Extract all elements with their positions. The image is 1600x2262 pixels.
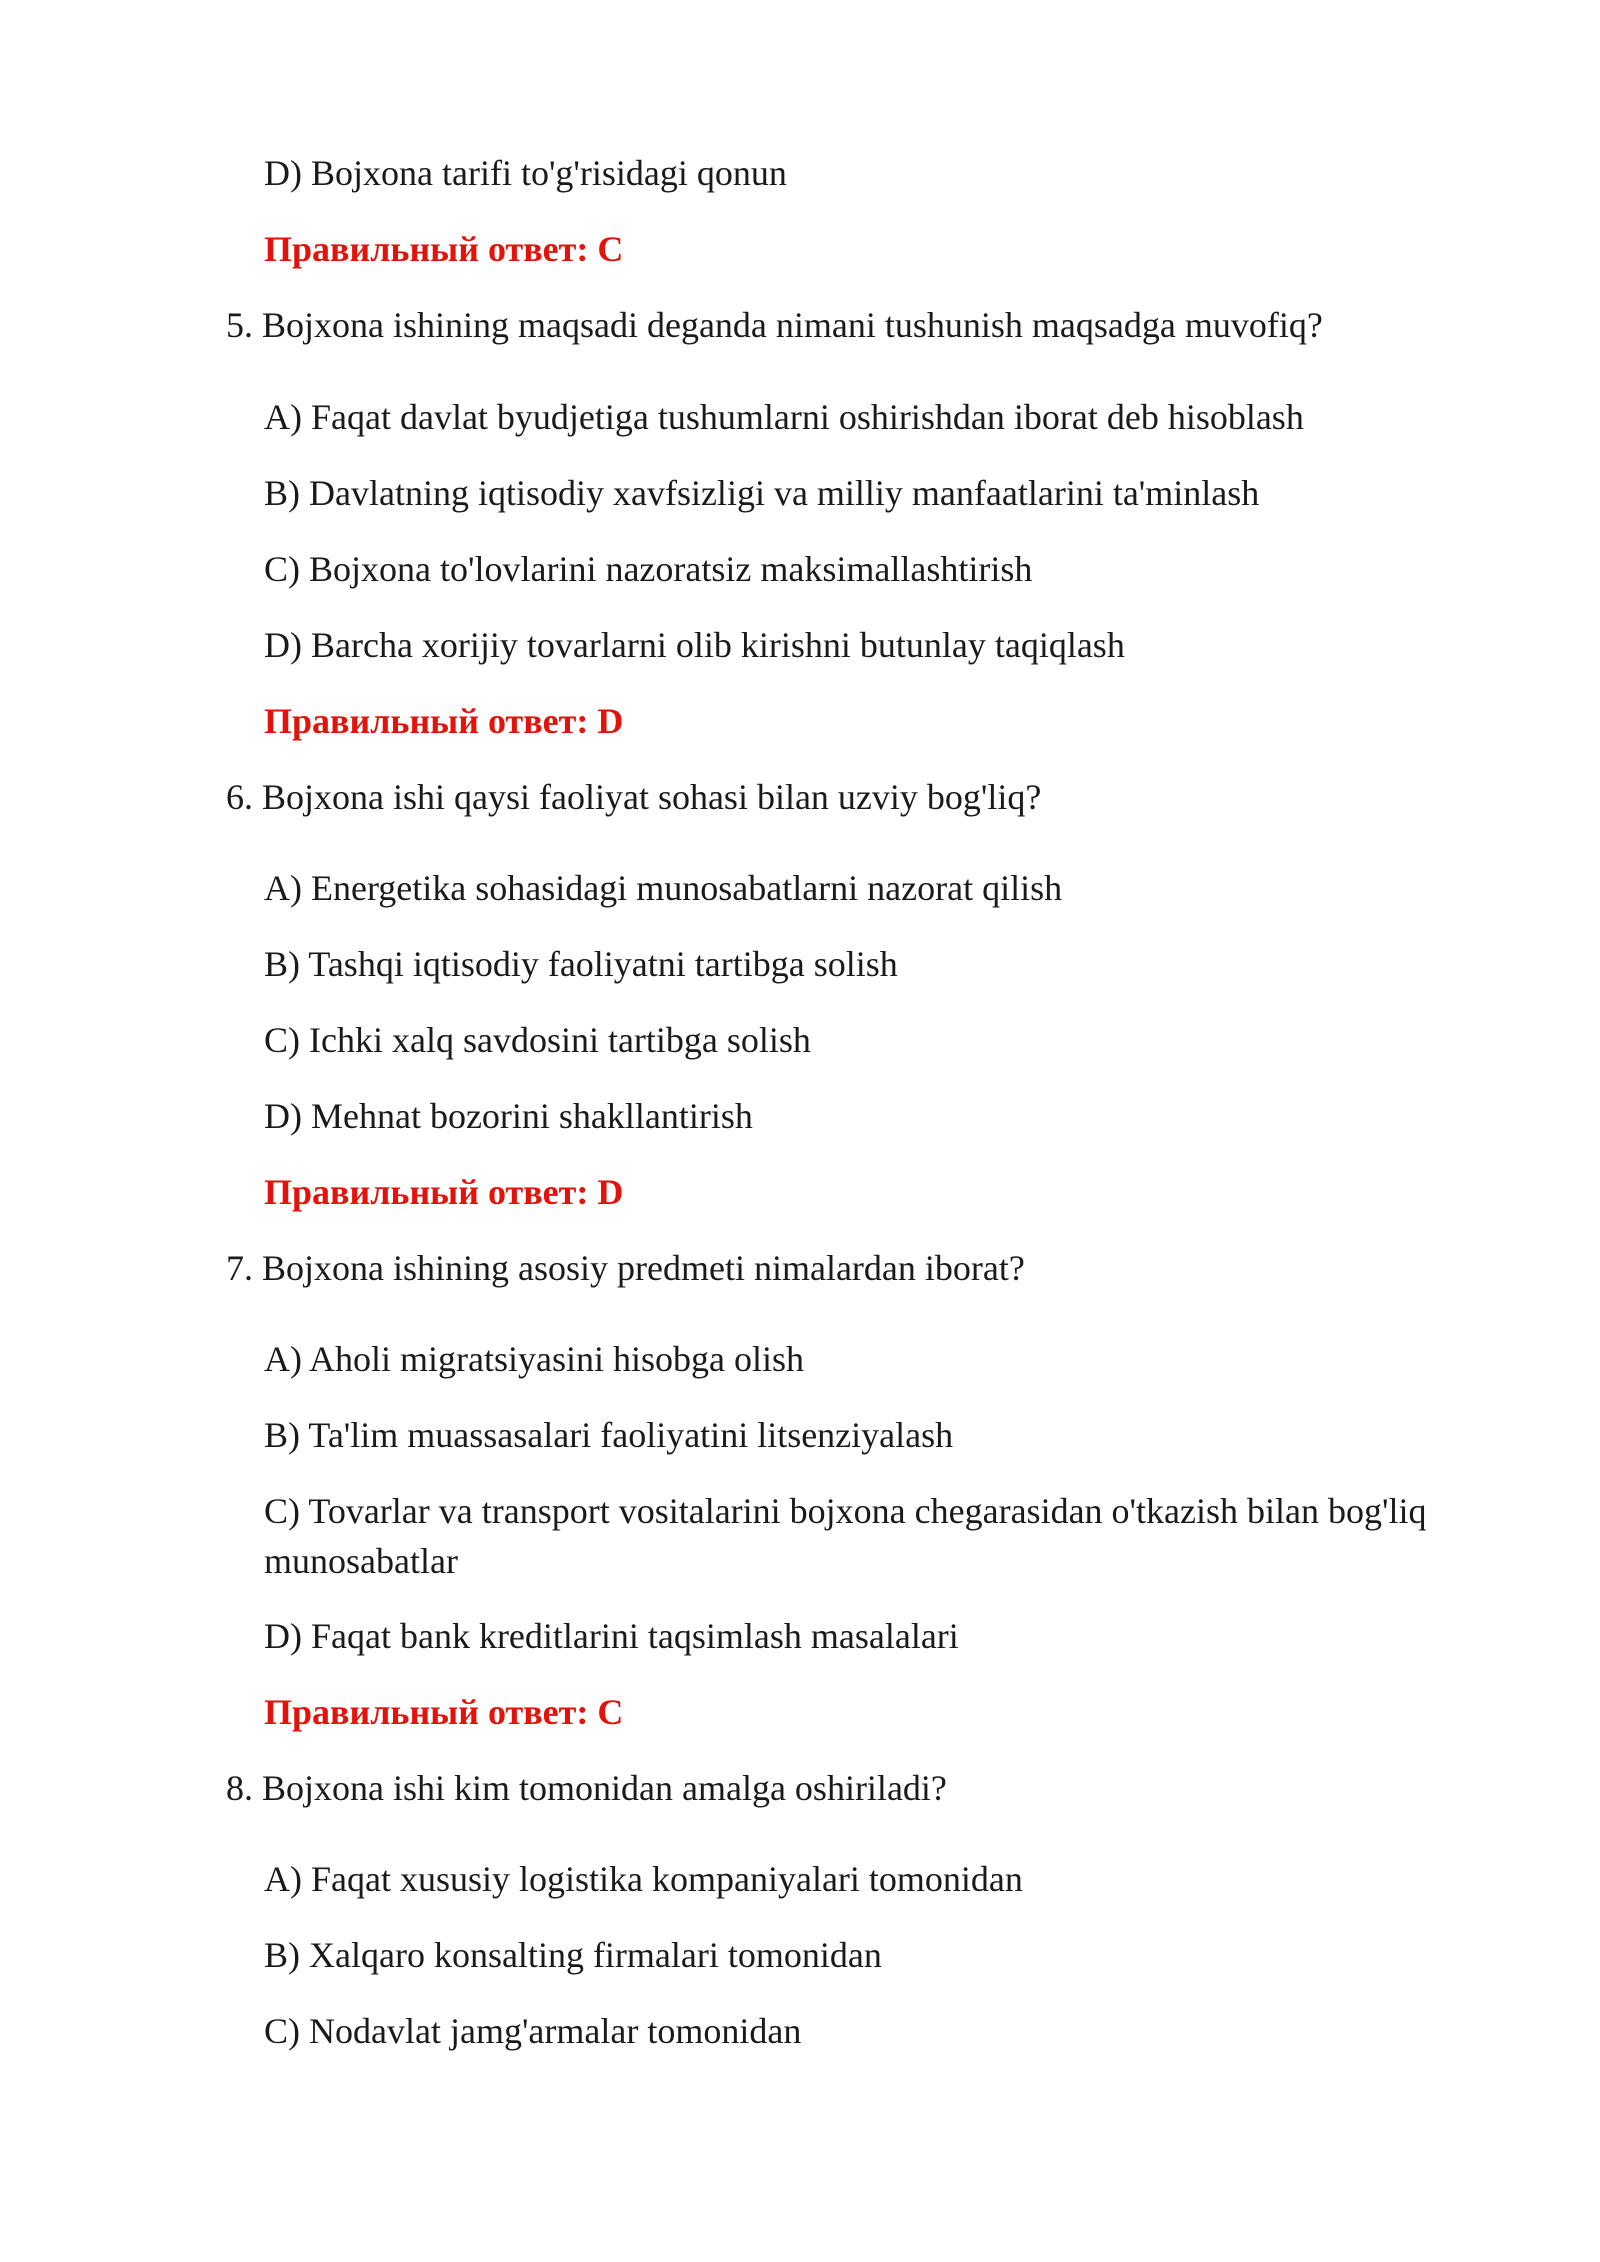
question-7-text: 7. Bojxona ishining asosiy predmeti nimalardan iborat? xyxy=(226,1248,1025,1288)
question-6-option-a: A) Energetika sohasidagi munosabatlarni nazorat qilish xyxy=(264,868,1063,908)
question-7-option-c: C) Tovarlar va transport vositalarini bojxona chegarasidan o'tkazish bilan bog'liq munosabatlar xyxy=(264,1491,1427,1581)
question-8-option-a: A) Faqat xususiy logistika kompaniyalari tomonidan xyxy=(264,1859,1023,1899)
question-7-option-b: B) Ta'lim muassasalari faoliyatini litsenziyalash xyxy=(264,1415,954,1455)
question-6-option-d: D) Mehnat bozorini shakllantirish xyxy=(264,1096,753,1136)
question-6-option-b: B) Tashqi iqtisodiy faoliyatni tartibga solish xyxy=(264,944,898,984)
question-8-text: 8. Bojxona ishi kim tomonidan amalga oshiriladi? xyxy=(226,1768,947,1808)
question-8-option-b: B) Xalqaro konsalting firmalari tomonidan xyxy=(264,1935,882,1975)
question-6-option-c: C) Ichki xalq savdosini tartibga solish xyxy=(264,1020,811,1060)
question-7-option-a: A) Aholi migratsiyasini hisobga olish xyxy=(264,1339,804,1379)
question-6-text: 6. Bojxona ishi qaysi faoliyat sohasi bilan uzviy bog'liq? xyxy=(226,777,1042,817)
question-5-option-d: D) Barcha xorijiy tovarlarni olib kirishni butunlay taqiqlash xyxy=(264,625,1125,665)
prev-question-answer: Правильный ответ: C xyxy=(264,229,624,269)
prev-question-option-d: D) Bojxona tarifi to'g'risidagi qonun xyxy=(264,153,787,193)
question-7-answer: Правильный ответ: C xyxy=(264,1692,624,1732)
question-7-option-d: D) Faqat bank kreditlarini taqsimlash masalalari xyxy=(264,1616,959,1656)
question-5-option-b: B) Davlatning iqtisodiy xavfsizligi va milliy manfaatlarini ta'minlash xyxy=(264,473,1260,513)
question-5-answer: Правильный ответ: D xyxy=(264,701,624,741)
question-8-option-c: C) Nodavlat jamg'armalar tomonidan xyxy=(264,2011,802,2051)
question-6-answer: Правильный ответ: D xyxy=(264,1172,624,1212)
question-5-text: 5. Bojxona ishining maqsadi deganda nimani tushunish maqsadga muvofiq? xyxy=(226,305,1323,345)
question-5-option-c: C) Bojxona to'lovlarini nazoratsiz maksimallashtirish xyxy=(264,549,1033,589)
question-5-option-a: A) Faqat davlat byudjetiga tushumlarni oshirishdan iborat deb hisoblash xyxy=(264,397,1304,437)
